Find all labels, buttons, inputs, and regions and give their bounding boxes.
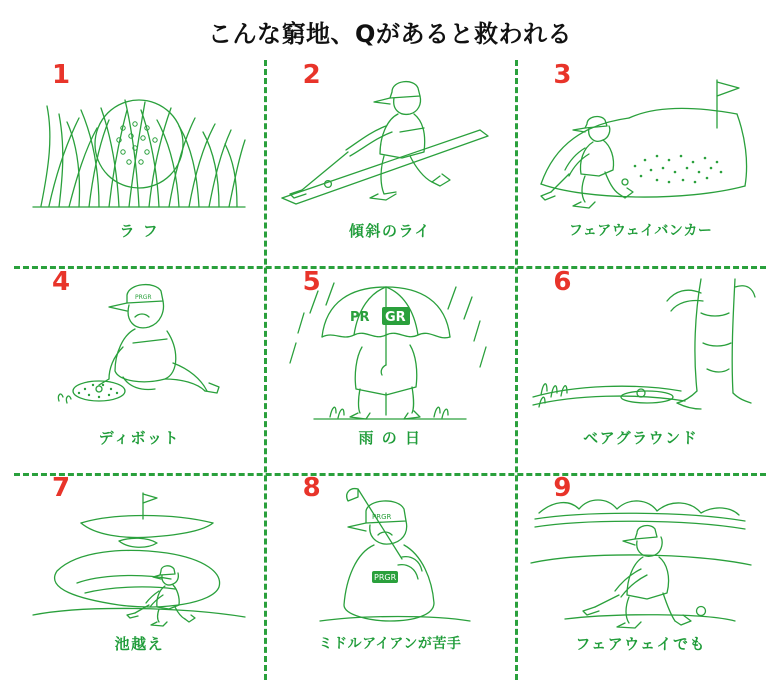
umbrella-logo-right: GR — [384, 309, 406, 325]
grid-cell-3 — [515, 60, 766, 267]
cell-caption-5: 雨 の 日 — [358, 428, 422, 447]
cell-number-7: 7 — [52, 473, 71, 504]
grid-cell-5 — [265, 267, 516, 474]
cell-caption-2: 傾斜のライ — [348, 222, 432, 240]
grid-cell-9 — [515, 473, 766, 680]
svg-text:PRGR: PRGR — [135, 293, 152, 301]
grid-cell-2 — [265, 60, 516, 267]
cell-caption-4: ディボット — [98, 428, 180, 447]
grid-cell-1 — [14, 60, 265, 267]
svg-text:PRGR: PRGR — [371, 513, 392, 522]
cap-logo-text: PRGR — [373, 573, 397, 583]
cell-number-9: 9 — [553, 473, 572, 504]
cell-caption-1: ラ フ — [119, 222, 160, 240]
cell-caption-9: フェアウェイでも — [575, 635, 706, 654]
grid-cell-7 — [14, 473, 265, 680]
cell-caption-7: 池越え — [114, 635, 165, 654]
grid-cell-4 — [14, 267, 265, 474]
cell-number-4: 4 — [52, 266, 71, 297]
grid-cell-8 — [265, 473, 516, 680]
cell-caption-6: ベアグラウンド — [583, 428, 699, 447]
cell-number-2: 2 — [302, 60, 321, 90]
cell-caption-3: フェアウェイバンカー — [568, 223, 713, 239]
grid-cell-6 — [515, 267, 766, 474]
cell-number-5: 5 — [302, 266, 321, 297]
umbrella-logo-left: PR — [349, 309, 370, 325]
cell-number-3: 3 — [553, 60, 572, 90]
illustration-grid — [14, 60, 766, 680]
page-title: こんな窮地、Qがあると救われる — [208, 20, 572, 48]
cell-number-8: 8 — [302, 473, 321, 504]
cell-number-1: 1 — [52, 60, 71, 90]
cell-caption-8: ミドルアイアンが苦手 — [318, 636, 462, 653]
cell-number-6: 6 — [553, 266, 572, 297]
